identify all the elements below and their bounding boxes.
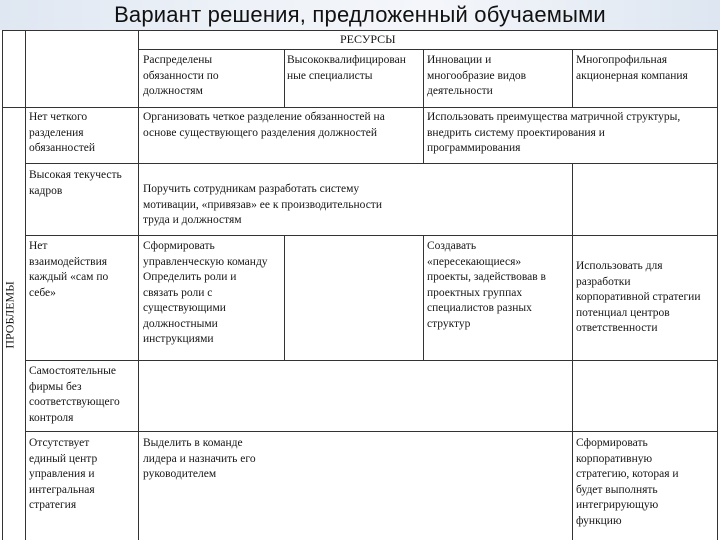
grid-line	[25, 431, 718, 432]
problem-cell: Самостоятельные фирмы без соответствующего контроля	[29, 365, 120, 424]
column-header: Высококвалифицирован ные специалисты	[287, 54, 406, 82]
grid-line	[2, 30, 718, 31]
grid-line	[25, 360, 718, 361]
solution-cell: Сформировать корпоративную стратегию, которая и будет выполнять интегрирующую функцию	[576, 437, 679, 527]
grid-line	[138, 30, 139, 540]
grid-line	[138, 49, 718, 50]
problem-cell: Высокая текучесть кадров	[29, 169, 122, 197]
document-page	[0, 30, 720, 540]
grid-line	[572, 49, 573, 107]
grid-line	[284, 235, 285, 360]
problem-cell: Нет взаимодействия каждый «сам по себе»	[29, 240, 109, 299]
solution-cell: Организовать четкое разделение обязанностей на основе существующего разделения должностей	[143, 111, 385, 139]
column-header: Распределены обязанности по должностям	[143, 54, 219, 97]
resources-label: РЕСУРСЫ	[340, 32, 396, 46]
grid-line	[2, 107, 718, 108]
solution-cell: Поручить сотрудникам разработать систему мотивации, «привязав» ее к производительности труда и должностям	[143, 183, 382, 226]
column-header: Инновации и многообразие видов деятельности	[427, 54, 527, 97]
grid-line	[284, 49, 285, 107]
grid-line	[25, 163, 718, 164]
problem-cell: Отсутствует единый центр управления и интегральная стратегия	[29, 437, 98, 511]
grid-line	[423, 49, 424, 163]
problems-label: ПРОБЛЕМЫ	[2, 281, 17, 349]
column-header: Многопрофильная акционерная компания	[576, 54, 688, 82]
grid-line	[25, 235, 718, 236]
solution-cell: Создавать «пересекающиеся» проекты, задействовав в проектных группах специалистов разных структур	[427, 240, 546, 330]
solution-cell: Использовать для разработки корпоративной стратегии потенциал центров ответственности	[576, 260, 701, 334]
solution-cell: Использовать преимущества матричной структуры, внедрить систему проектирования и программирования	[427, 111, 681, 154]
page-title: Вариант решения, предложенный обучаемыми	[114, 2, 606, 27]
grid-line	[572, 163, 573, 540]
solution-cell: Выделить в команде лидера и назначить его руководителем	[143, 437, 256, 480]
grid-line	[423, 235, 424, 360]
solution-cell: Сформировать управленческую команду Определить роли и связать роли с существующими должностными инструкциями	[143, 240, 268, 345]
problem-cell: Нет четкого разделения обязанностей	[29, 111, 95, 154]
grid-line	[25, 30, 26, 540]
